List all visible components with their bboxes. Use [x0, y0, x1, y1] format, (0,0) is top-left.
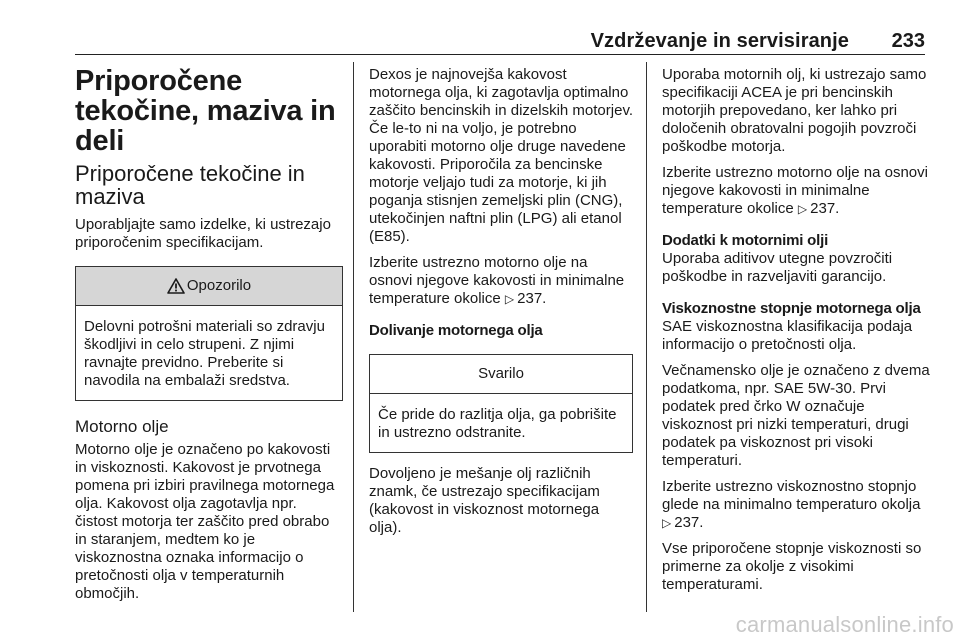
high-temp-paragraph: Vse priporočene stopnje viskoznosti so primerne za okolje z visokimi temperaturami.	[662, 540, 922, 593]
subsection-title: Priporočene tekočine in maziva	[75, 161, 305, 209]
select-oil-paragraph: Izberite ustrezno motorno olje na osnovi njegove kakovosti in minimalne temperature okolice ▷ 237.	[369, 254, 625, 307]
column-1	[75, 66, 343, 603]
select-oil-paragraph-2: Izberite ustrezno motorno olje na osnovi njegove kakovosti in minimalne temperature okolice ▷ 237.	[662, 164, 928, 217]
page-number: 233	[891, 30, 925, 52]
topping-up-heading: Dolivanje motornega olja	[369, 322, 543, 339]
page-ref-icon: ▷	[504, 292, 515, 306]
column-3	[662, 66, 930, 594]
select-viscosity-paragraph: Izberite ustrezno viskoznostno stopnjo glede na minimalno temperaturo okolja ▷ 237.	[662, 478, 921, 531]
page-header	[75, 28, 925, 55]
section-title: Priporočene tekočine, maziva in deli	[75, 65, 336, 157]
engine-oil-heading: Motorno olje	[75, 417, 169, 436]
chapter-title: Vzdrževanje in servisiranje	[590, 30, 849, 52]
viscosity-heading: Viskoznostne stopnje motornega olja	[662, 300, 921, 317]
mixing-paragraph: Dovoljeno je mešanje olj različnih znamk, če ustrezajo specifikacijam (kakovost in viskoznost motornega olja).	[369, 465, 600, 536]
warning-triangle-icon	[167, 278, 185, 294]
page-ref-link[interactable]: 237.	[810, 200, 840, 217]
dexos-paragraph: Dexos je najnovejša kakovost motornega olja, ki zagotavlja optimalno zaščito bencinskih in dizelskih motorjev. Če le-to ni na voljo, je potrebno uporabiti motorno olje druge navedene kakovosti. Priporočila za bencinske motorje veljajo tudi za motorje, ki jih poganja stisnjen zemeljski plin (CNG), utekočinjen naftni plin (LPG) ali etanol (E85).	[369, 66, 634, 245]
caution-box	[369, 354, 633, 453]
additives-paragraph: Uporaba aditivov utegne povzročiti poškodbe in razveljaviti garancijo.	[662, 250, 893, 285]
additives-heading: Dodatki k motornimi olji	[662, 232, 829, 249]
page-ref-link[interactable]: 237.	[517, 290, 547, 307]
engine-oil-paragraph: Motorno olje je označeno po kakovosti in viskoznosti. Kakovost je prvotnega pomena pri izbiri pravilnega motornega olja. Kakovost olja zagotavlja npr. čistost motorja ter zaščito pred obrabo in staranjem, medtem ko je viskoznostna oznaka informacijo o pretočnosti olja v temperaturnih območjih.	[75, 441, 335, 602]
column-divider-1	[353, 62, 354, 612]
warning-box	[75, 266, 343, 401]
page-ref-icon: ▷	[662, 516, 672, 530]
caution-text: Če pride do razlitja olja, ga pobrišite in ustrezno odstranite.	[378, 406, 617, 441]
watermark: carmanualsonline.info	[735, 612, 954, 637]
column-divider-2	[646, 62, 647, 612]
warning-title: Opozorilo	[186, 277, 252, 294]
warning-text: Delovni potrošni materiali so zdravju škodljivi in celo strupeni. Z njimi ravnajte previdno. Preberite si navodila na embalaži sredstva.	[84, 318, 325, 389]
sae-paragraph: SAE viskoznostna klasifikacija podaja informacijo o pretočnosti olja.	[662, 318, 913, 353]
acea-paragraph: Uporaba motornih olj, ki ustrezajo samo specifikaciji ACEA je pri bencinskih motorjih prepovedano, ker lahko pri določenih obratovalni pogojih povzroči poškodbe motorja.	[662, 66, 927, 155]
page-ref-link[interactable]: 237.	[674, 514, 704, 531]
caution-header: Svarilo	[370, 355, 632, 394]
intro-paragraph: Uporabljajte samo izdelke, ki ustrezajo priporočenim specifikacijam.	[75, 216, 331, 251]
column-2	[369, 66, 633, 537]
page-ref-icon: ▷	[797, 202, 808, 216]
multigrade-paragraph: Večnamensko olje je označeno z dvema podatkoma, npr. SAE 5W-30. Prvi podatek pred črko W označuje viskoznost pri nizki temperaturi, drugi podatek pa viskoznost pri visoki temperaturi.	[662, 362, 930, 469]
warning-header	[76, 267, 342, 306]
